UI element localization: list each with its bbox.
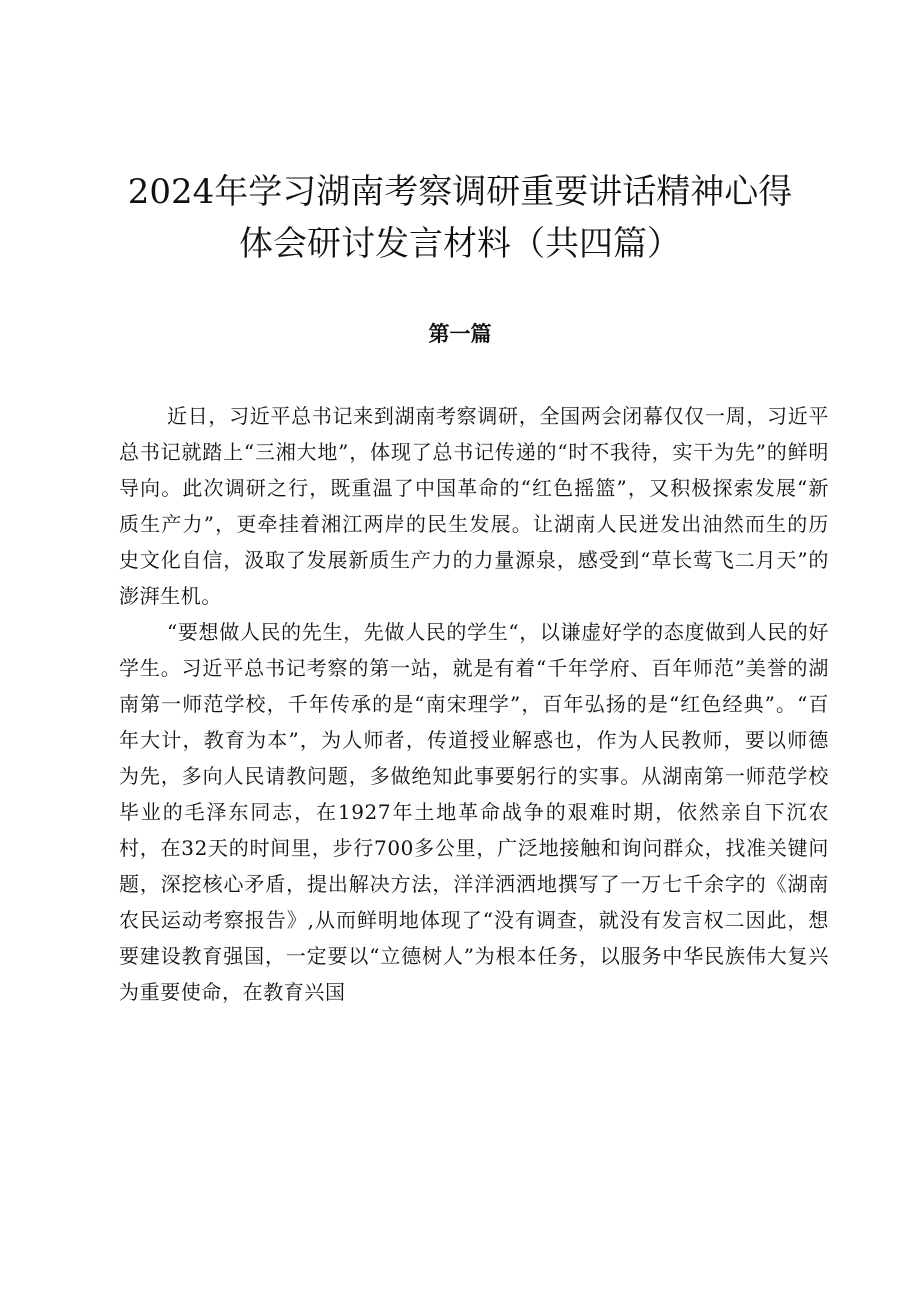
document-title-line-2: 体会研讨发言材料（共四篇） xyxy=(239,224,681,264)
section-heading: 第一篇 xyxy=(428,322,492,346)
document-body xyxy=(119,398,829,1010)
paragraph-1: 近日，习近平总书记来到湖南考察调研，全国两会闭幕仅仅一周，习近平总书记就踏上“三湘大地”，体现了总书记传递的“时不我待，实干为先”的鲜明导向。此次调研之行，既重温了中国革命的“红色摇篮”，又积极探索发展“新质生产力”，更牵挂着湘江两岸的民生发展。让湖南人民迸发出油然而生的历史文化自信，汲取了发展新质生产力的力量源泉，感受到“草长莺飞二月天”的澎湃生机。 xyxy=(119,404,829,608)
document-title-line-1: 2024年学习湖南考察调研重要讲话精神心得 xyxy=(127,172,793,212)
paragraph-2: “要想做人民的先生，先做人民的学生“，以谦虚好学的态度做到人民的好学生。习近平总书记考察的第一站，就是有着“千年学府、百年师范”美誉的湖南第一师范学校，千年传承的是“南宋理学”，百年弘扬的是“红色经典”。“百年大计，教育为本”，为人师者，传道授业解惑也，作为人民教师，要以师德为先，多向人民请教问题，多做绝知此事要躬行的实事。从湖南第一师范学校毕业的毛泽东同志，在1927年土地革命战争的艰难时期，依然亲自下沉农村，在32天的时间里，步行700多公里，广泛地接触和询问群众，找准关键问题，深挖核心矛盾，提出解决方法，洋洋洒洒地撰写了一万七千余字的《湖南农民运动考察报告》,从而鲜明地体现了“没有调查，就没有发言权二因此，想要建设教育强国，一定要以“立德树人”为根本任务，以服务中华民族伟大复兴为重要使命，在教育兴国 xyxy=(119,620,829,1004)
document-title xyxy=(100,166,820,270)
